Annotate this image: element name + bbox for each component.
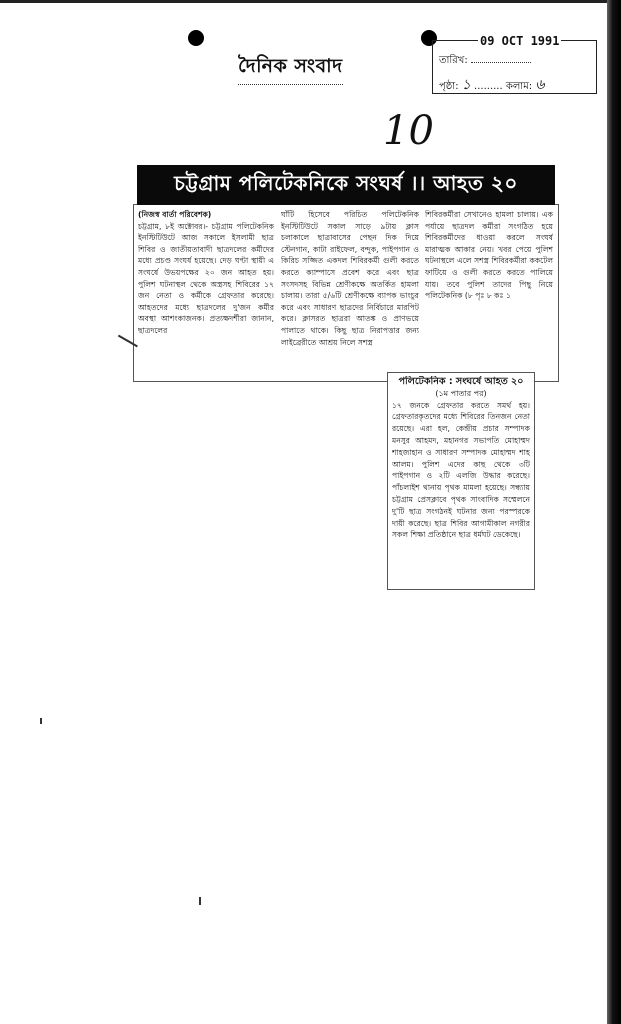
article-column-3 [425,209,553,329]
article-column-1 [138,209,274,377]
article-column-1-text: চট্টগ্রাম, ৮ই অক্টোবর।- চট্টগ্রাম পলিটেকনিক ইনস্টিটিউটে আজ সকালে ইসলামী ছাত্র শিবির ও জাতীয়তাবাদী ছাত্রদলের কর্মীদের মধ্যে প্রচণ্ড সংঘর্ষ হয়েছে। দেড় ঘণ্টা স্থায়ী এ সংঘর্ষে উভয়পক্ষের ২০ জন আহত হয়। পুলিশ ঘটনাস্থল থেকে অস্ত্রসহ শিবিরের ১৭ জন নেতা ও কর্মীকে গ্রেফতার করেছে। আহতদের মধ্যে ছাত্রদলের দু'জন কর্মীর অবস্থা আশংকাজনক। প্রত্যক্ষদর্শীরা জানান, ছাত্রদলের [138,221,274,335]
handwritten-number: 10 [383,108,434,154]
page-value: ১ [461,77,471,93]
continuation-text: ১৭ জনকে গ্রেফতার করতে সমর্থ হয়। গ্রেফতারকৃতদের মধ্যে শিবিরের তিনজন নেতা রয়েছে। এরা হল, কেন্দ্রীয় প্রচার সম্পাদক মনসুর আহমদ, মহানগর সভাপতি মোহাম্মদ শাহজাহান ও সাধারণ সম্পাদক মোহাম্মদ শাহ আলম। পুলিশ এদের কাছ থেকে ৩টি পাইপগান ও ২টি এলজি উদ্ধার করেছে। পাঁচলাইশ থানায় পৃথক মামলা হয়েছে। সন্ধ্যায় চট্টগ্রাম প্রেসক্লাবে পৃথক সাংবাদিক সম্মেলনে দু'টি ছাত্র সংগঠনই ঘটনার জন্য পরস্পরকে দায়ী করেছে। ছাত্র শিবির আগামীকাল নগরীর সকল শিক্ষা প্রতিষ্ঠানে ছাত্র ধর্মঘট ডেকেছে। [392,400,530,540]
punch-hole-left [188,30,204,46]
continuation-headline: পলিটেকনিক : সংঘর্ষে আহত ২০ [398,376,524,387]
date-stamp: 09 OCT 1991 [480,34,560,48]
article-headline: চট্টগ্রাম পলিটেকনিকে সংঘর্ষ ।। আহত ২০ [137,165,555,205]
column-value: ৬ [535,77,545,93]
article-column-2 [281,209,419,377]
speck-mark [40,718,42,724]
speck-mark [199,897,201,905]
page-right-edge [607,0,621,1024]
continuation-subhead: (১ম পাতার পর) [435,388,487,398]
article-clipping [133,204,559,382]
newspaper-name: দৈনিক সংবাদ [238,52,343,85]
filing-stamp-box [432,40,597,94]
date-label: তারিখ [439,55,465,66]
continuation-clipping [387,372,535,590]
page-label: পৃষ্ঠা [439,81,456,92]
article-byline: (নিজস্ব বার্তা পরিবেশক) [138,210,212,219]
date-row: তারিখ: [439,53,531,70]
article-column-2-text: ঘাঁটি হিসেবে পরিচিত পলিটেকনিক ইনস্টিটিউটে সকাল সাড়ে ৯টায় ক্লাস চলাকালে ছাত্রাবাসের পেছন দিক দিয়ে স্টেনগান, কাটা রাইফেল, বন্দুক, পাইপগান ও কিরিচ সজ্জিত একদল শিবিরকর্মী গুলী করতে করতে ক্যাম্পাসে প্রবেশ করে এবং ছাত্র সংসদসহ বিভিন্ন শ্রেণীকক্ষে অতর্কিত হামলা চালায়। তারা ৫/৬টি শ্রেণীকক্ষে ব্যাপক ভাংচুর করে এবং সাধারণ ছাত্রদের নির্বিচারে মারপিট করে। ক্লাসরত ছাত্ররা আতঙ্ক ও প্রাণভয়ে পালাতে থাকে। কিছু ছাত্র নিরাপত্তার জন্য লাইব্রেরীতে আশ্রয় নিলে সশস্ত্র [281,210,419,347]
page-column-row: পৃষ্ঠা: ১ ......... কলাম: ৬ [439,77,545,93]
column-label: কলাম [505,81,529,92]
article-column-3-text: শিবিরকর্মীরা সেখানেও হামলা চালায়। এক পর্যায়ে ছাত্রদল কর্মীরা সংগঠিত হয়ে শিবিরকর্মীদের ধাওয়া করলে সংঘর্ষ মারাত্মক আকার নেয়। খবর পেয়ে পুলিশ ঘটনাস্থলে এলে সশস্ত্র শিবিরকর্মীরা ককটেল ফাটিয়ে ও গুলী করতে করতে পালিয়ে যায়। তবে পুলিশ তাদের পিছু নিয়ে পলিটেকনিক (৮ পৃঃ ৮ কঃ ১ [425,210,553,301]
continuation-column [392,376,530,586]
page-top-edge [0,0,621,3]
